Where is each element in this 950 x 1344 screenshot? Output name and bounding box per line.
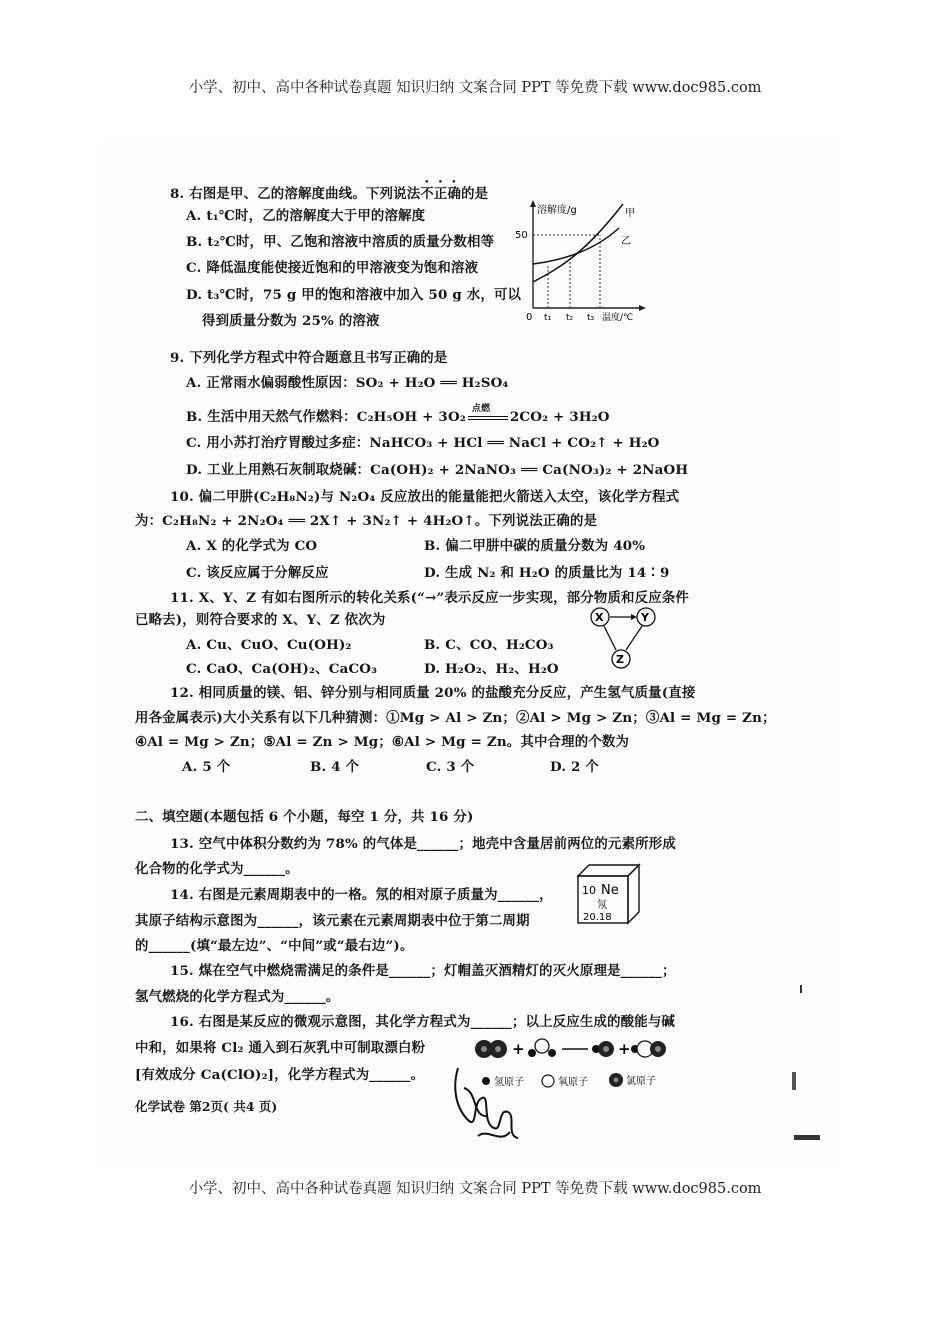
- scan-speck: [792, 1072, 796, 1090]
- element-name: 氖: [597, 900, 607, 911]
- q10-line2: 为：C₂H₈N₂ + 2N₂O₄ ══ 2X↑ + 3N₂↑ + 4H₂O↑。下列说法正确的是: [135, 513, 598, 529]
- q13-line1: 13. 空气中体积分数约为 78% 的气体是______；地壳中含量居前两位的元素所形成: [170, 836, 676, 852]
- q12-option-b: B. 4 个: [310, 759, 360, 775]
- q9-option-c: C. 用小苏打治疗胃酸过多症：NaHCO₃ + HCl ══ NaCl + CO₂↑ + H₂O: [186, 435, 660, 451]
- q11-option-a: A. Cu、CuO、Cu(OH)₂: [186, 637, 352, 653]
- q14-line3: 的______(填“最左边”、“中间”或“最右边”)。: [135, 938, 414, 954]
- q12-line2: 用各金属表示)大小关系有以下几种猜测：①Mg > Al > Zn；②Al > Mg > Zn；③Al = Mg = Zn；: [135, 710, 776, 726]
- graph-label-yi: 乙: [621, 236, 631, 247]
- node-y: Y: [641, 611, 649, 624]
- graph-origin: 0: [526, 312, 533, 323]
- q9-option-a: A. 正常雨水偏弱酸性原因：SO₂ + H₂O ══ H₂SO₄: [186, 375, 509, 391]
- header-banner: 小学、初中、高中各种试卷真题 知识归纳 文案合同 PPT 等免费下载 www.doc985.com: [188, 80, 762, 96]
- q12-option-c: C. 3 个: [426, 759, 475, 775]
- q8-option-c: C. 降低温度能使接近饱和的甲溶液变为饱和溶液: [186, 260, 479, 276]
- q10-option-c: C. 该反应属于分解反应: [186, 565, 329, 581]
- graph-t1: t₁: [544, 313, 552, 323]
- svg-text:+: +: [618, 1040, 631, 1058]
- q10-option-d: D. 生成 N₂ 和 H₂O 的质量比为 14∶9: [424, 565, 670, 581]
- graph-t2: t₂: [566, 313, 574, 323]
- q10-line1: 10. 偏二甲肼(C₂H₈N₂)与 N₂O₄ 反应放出的能量能把火箭送入太空，该化学方程式: [170, 489, 680, 505]
- q10-option-b: B. 偏二甲肼中碳的质量分数为 40%: [424, 538, 646, 554]
- q11-option-d: D. H₂O₂、H₂、H₂O: [424, 661, 559, 677]
- q11-line1: 11. X、Y、Z 有如右图所示的转化关系(“→”表示反应一步实现，部分物质和反应条件: [170, 590, 690, 606]
- q8-option-d-cont: 得到质量分数为 25% 的溶液: [202, 313, 380, 329]
- legend-chlorine: 氯原子: [626, 1076, 656, 1087]
- q10-option-a: A. X 的化学式为 CO: [186, 538, 318, 554]
- periodic-table-cell: [575, 862, 643, 926]
- footer-banner: 小学、初中、高中各种试卷真题 知识归纳 文案合同 PPT 等免费下载 www.doc985.com: [188, 1181, 762, 1197]
- q13-line2: 化合物的化学式为______。: [135, 861, 299, 877]
- q15-line1: 15. 煤在空气中燃烧需满足的条件是______；灯帽盖灭酒精灯的灭火原理是______；: [170, 963, 676, 979]
- q9-option-d: D. 工业上用熟石灰制取烧碱：Ca(OH)₂ + 2NaNO₃ ══ Ca(NO₃)₂ + 2NaOH: [186, 462, 689, 478]
- q16-line2: 中和，如果将 Cl₂ 通入到石灰乳中可制取漂白粉: [135, 1040, 426, 1056]
- element-symbol: Ne: [601, 883, 619, 898]
- node-x: X: [595, 611, 604, 624]
- q16-line1: 16. 右图是某反应的微观示意图，其化学方程式为______；以上反应生成的酸能与碱: [170, 1014, 676, 1030]
- q8-option-a: A. t₁℃时，乙的溶解度大于甲的溶解度: [186, 208, 426, 224]
- q8-stem: 8. 右图是甲、乙的溶解度曲线。下列说法不正确的是: [170, 186, 489, 202]
- q12-option-a: A. 5 个: [182, 759, 231, 775]
- atomic-mass: 20.18: [583, 912, 612, 923]
- q14-line2: 其原子结构示意图为______，该元素在元素周期表中位于第二周期: [135, 913, 530, 929]
- handwritten-signature: [448, 1058, 528, 1144]
- legend-hydrogen: 氢原子: [494, 1077, 524, 1088]
- svg-text:+: +: [512, 1040, 525, 1058]
- q16-line3: [有效成分 Ca(ClO)₂]，化学方程式为______。: [135, 1067, 425, 1083]
- q11-option-b: B. C、CO、H₂CO₃: [424, 637, 554, 653]
- node-z: Z: [616, 653, 624, 666]
- q12-line1: 12. 相同质量的镁、铝、锌分别与相同质量 20% 的盐酸充分反应，产生氢气质量(直接: [170, 685, 696, 701]
- graph-xlabel: 温度/℃: [602, 313, 634, 323]
- q9-stem: 9. 下列化学方程式中符合题意且书写正确的是: [170, 350, 448, 366]
- graph-label-jia: 甲: [625, 208, 635, 219]
- page-footer: 化学试卷 第2页( 共4 页): [135, 1099, 278, 1114]
- scan-speck: [800, 985, 802, 993]
- graph-t3: t₃: [587, 313, 595, 323]
- q12-option-d: D. 2 个: [550, 759, 600, 775]
- legend-oxygen: 氧原子: [558, 1077, 588, 1088]
- xyz-relation-diagram: [584, 604, 664, 672]
- q8-option-b: B. t₂℃时，甲、乙饱和溶液中溶质的质量分数相等: [186, 234, 495, 250]
- graph-ylabel: 溶解度/g: [537, 205, 577, 216]
- graph-y50: 50: [515, 230, 528, 241]
- section-2-heading: 二、填空题(本题包括 6 个小题，每空 1 分，共 16 分): [135, 809, 474, 825]
- scan-speck: [794, 1135, 820, 1140]
- q11-option-c: C. CaO、Ca(OH)₂、CaCO₃: [186, 661, 378, 677]
- q15-line2: 氢气燃烧的化学方程式为______。: [135, 989, 340, 1005]
- q8-option-d: D. t₃℃时，75 g 甲的饱和溶液中加入 50 g 水，可以: [186, 287, 522, 303]
- q9-option-b: B. 生活中用天然气作燃料：C₂H₅OH + 3O₂ 点燃 2CO₂ + 3H₂O: [186, 404, 610, 425]
- atomic-number: 10: [582, 884, 596, 897]
- q11-line2: 已略去)，则符合要求的 X、Y、Z 依次为: [135, 612, 386, 628]
- curve-yi: [533, 228, 619, 264]
- q14-line1: 14. 右图是元素周期表中的一格。氖的相对原子质量为______，: [170, 887, 553, 903]
- solubility-graph: [515, 198, 650, 333]
- q12-line3: ④Al = Mg > Zn；⑤Al = Zn > Mg；⑥Al > Mg = Zn。其中合理的个数为: [135, 734, 630, 750]
